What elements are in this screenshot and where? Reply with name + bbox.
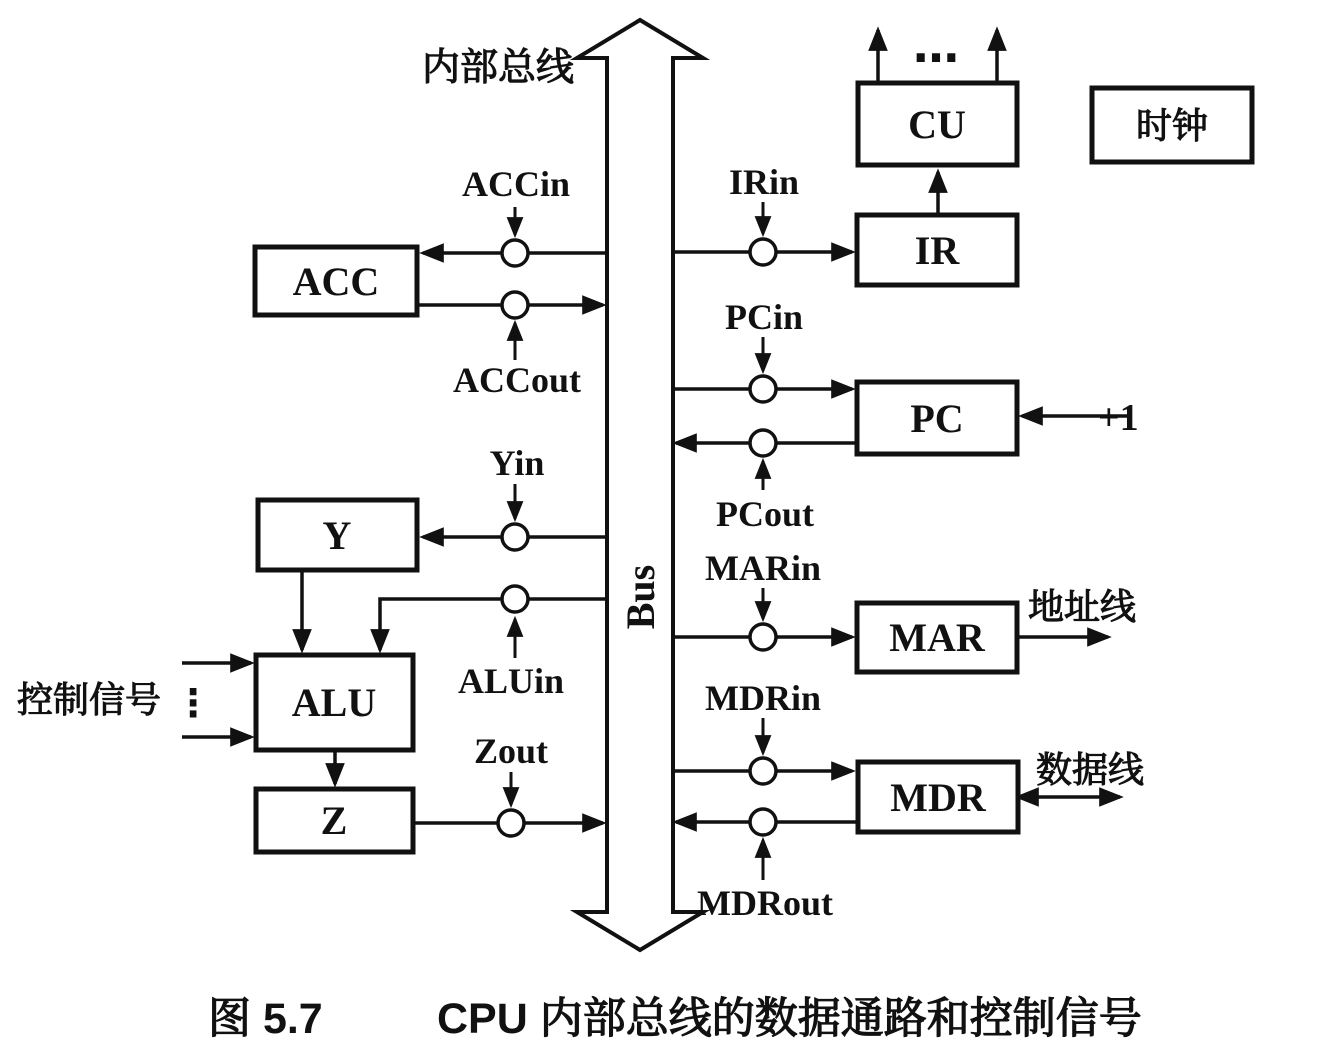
pcin-label: PCin	[724, 297, 804, 337]
mdrin-junction	[750, 758, 776, 784]
increment-label: +1	[1098, 397, 1139, 439]
aluin-line	[380, 599, 607, 650]
aluin-junction	[502, 586, 528, 612]
caption-number: 图 5.7	[208, 995, 323, 1043]
yin-label: Yin	[489, 443, 545, 483]
control-signal-label: 控制信号	[17, 679, 162, 720]
marin-junction	[750, 624, 776, 650]
mdrout-label: MDRout	[697, 883, 833, 923]
aluin-label: ALUin	[457, 661, 565, 701]
accout-label: ACCout	[452, 360, 582, 400]
pcout-label: PCout	[716, 494, 814, 534]
accin-label: ACCin	[461, 164, 571, 204]
mdr-label: MDR	[890, 775, 986, 820]
cu-label: CU	[908, 102, 966, 147]
irin-label: IRin	[728, 162, 800, 202]
mar-label: MAR	[889, 615, 985, 660]
zout-label: Zout	[473, 731, 549, 771]
irin-junction	[750, 239, 776, 265]
pc-label: PC	[910, 396, 964, 441]
caption-title: CPU 内部总线的数据通路和控制信号	[437, 995, 1142, 1043]
bus-label: Bus	[618, 564, 663, 630]
internal-bus-label: 内部总线	[422, 47, 575, 89]
ellipsis-horizontal-icon: …	[913, 19, 959, 73]
mdrout-junction	[750, 809, 776, 835]
internal-bus-arrow	[577, 20, 703, 950]
zout-junction	[498, 810, 524, 836]
alu-label: ALU	[291, 680, 377, 725]
ellipsis-vertical-icon: ⋮	[174, 681, 212, 725]
yin-junction	[502, 524, 528, 550]
pcout-junction	[750, 430, 776, 456]
data-line-label: 数据线	[1035, 749, 1145, 790]
ir-label: IR	[914, 228, 960, 273]
z-label: Z	[320, 798, 348, 843]
mdrin-label: MDRin	[705, 678, 821, 718]
accout-junction	[502, 292, 528, 318]
accin-junction	[502, 240, 528, 266]
clock-label: 时钟	[1135, 105, 1209, 146]
address-line-label: 地址线	[1027, 586, 1137, 627]
acc-label: ACC	[292, 259, 380, 304]
marin-label: MARin	[705, 548, 821, 588]
pcin-junction	[750, 376, 776, 402]
y-label: Y	[322, 513, 352, 558]
